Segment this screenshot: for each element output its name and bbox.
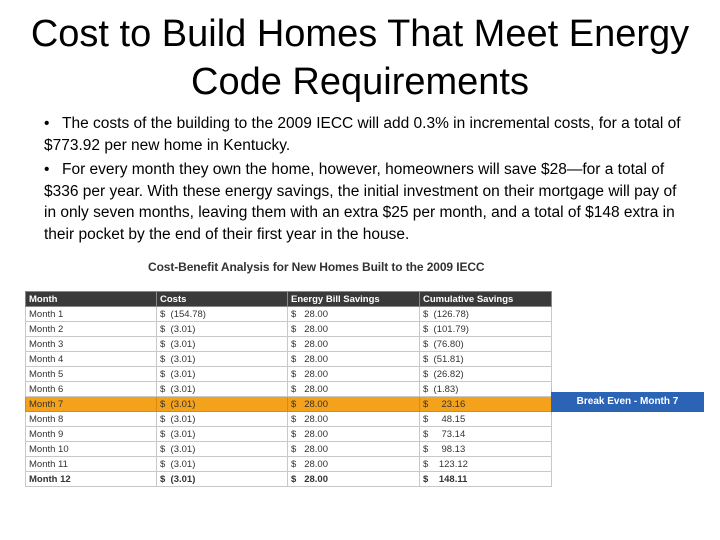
table-cell: $ 28.00: [288, 472, 420, 487]
table-cell: $ (3.01): [157, 382, 288, 397]
table-cell: $ (3.01): [157, 322, 288, 337]
table-cell: $ 28.00: [288, 412, 420, 427]
table-cell: $ 28.00: [288, 307, 420, 322]
table-cell: $ 28.00: [288, 397, 420, 412]
table-row: [26, 457, 552, 472]
table-row: [26, 442, 552, 457]
table-header-row: [26, 292, 552, 307]
column-header: Cumulative Savings: [420, 292, 552, 307]
table-title: Cost-Benefit Analysis for New Homes Built to the 2009 IECC: [148, 260, 485, 274]
table-cell: $ 28.00: [288, 382, 420, 397]
column-header: Month: [26, 292, 157, 307]
table-row-break-even: [26, 397, 552, 412]
table-row: [26, 367, 552, 382]
bullet-marker: •: [44, 161, 50, 178]
bullet-item: [44, 113, 684, 156]
break-even-label: Break Even - Month 7: [551, 392, 704, 412]
cost-benefit-table: [25, 291, 552, 487]
table-cell: $ (1.83): [420, 382, 552, 397]
bullet-list: [44, 113, 684, 248]
table-cell: $ (101.79): [420, 322, 552, 337]
table-cell: Month 3: [26, 337, 157, 352]
table-cell: $ (3.01): [157, 442, 288, 457]
slide-title-line-2: Code Requirements: [191, 61, 529, 103]
table-cell: $ 98.13: [420, 442, 552, 457]
table-cell: $ (154.78): [157, 307, 288, 322]
table-cell: $ 28.00: [288, 367, 420, 382]
table-cell: Month 9: [26, 427, 157, 442]
table-cell: $ 23.16: [420, 397, 552, 412]
bullet-text: The costs of the building to the 2009 IECC will add 0.3% in incremental costs, for a total of $773.92 per new home in Kentucky.: [44, 115, 681, 154]
bullet-marker: •: [44, 115, 50, 132]
table-row: [26, 307, 552, 322]
table-cell: Month 7: [26, 397, 157, 412]
table-cell: $ (3.01): [157, 352, 288, 367]
table-cell: Month 1: [26, 307, 157, 322]
table-cell: $ (3.01): [157, 397, 288, 412]
slide-title: [20, 10, 700, 106]
table-cell: $ 28.00: [288, 322, 420, 337]
table-cell: $ (76.80): [420, 337, 552, 352]
column-header: Costs: [157, 292, 288, 307]
bullet-text: For every month they own the home, however, homeowners will save $28—for a total of $336 per year. With these energy savings, the initial investment on their mortgage will pay of in only seven months, leaving them with an extra $25 per month, and a total of $148 extra in their pocket by the end of their first year in the house.: [44, 161, 677, 243]
table-cell: Month 5: [26, 367, 157, 382]
table-row: [26, 322, 552, 337]
table-cell: Month 8: [26, 412, 157, 427]
table-cell: Month 11: [26, 457, 157, 472]
table-cell: $ (3.01): [157, 367, 288, 382]
table-row: [26, 382, 552, 397]
table-cell: $ (26.82): [420, 367, 552, 382]
table-cell: $ 28.00: [288, 352, 420, 367]
table-cell: $ (3.01): [157, 457, 288, 472]
slide-title-line-1: Cost to Build Homes That Meet Energy: [30, 13, 690, 55]
table-row: [26, 352, 552, 367]
table-cell: $ (126.78): [420, 307, 552, 322]
table-cell: $ (3.01): [157, 412, 288, 427]
table-cell: $ 123.12: [420, 457, 552, 472]
table-cell: $ 148.11: [420, 472, 552, 487]
table-cell: $ 28.00: [288, 442, 420, 457]
table-row: [26, 427, 552, 442]
table-cell: $ (3.01): [157, 427, 288, 442]
table-cell: $ 73.14: [420, 427, 552, 442]
table-cell: Month 12: [26, 472, 157, 487]
table-body: [26, 307, 552, 487]
table-cell: $ 28.00: [288, 337, 420, 352]
table-cell: $ 28.00: [288, 457, 420, 472]
table-cell: $ 28.00: [288, 427, 420, 442]
column-header: Energy Bill Savings: [288, 292, 420, 307]
table-cell: Month 6: [26, 382, 157, 397]
table-cell: Month 2: [26, 322, 157, 337]
table-row: [26, 412, 552, 427]
table-cell: Month 10: [26, 442, 157, 457]
table-row: [26, 472, 552, 487]
bullet-item: [44, 159, 684, 245]
table-cell: Month 4: [26, 352, 157, 367]
table-cell: $ (3.01): [157, 337, 288, 352]
table-row: [26, 337, 552, 352]
table-cell: $ (3.01): [157, 472, 288, 487]
table-cell: $ (51.81): [420, 352, 552, 367]
table-cell: $ 48.15: [420, 412, 552, 427]
